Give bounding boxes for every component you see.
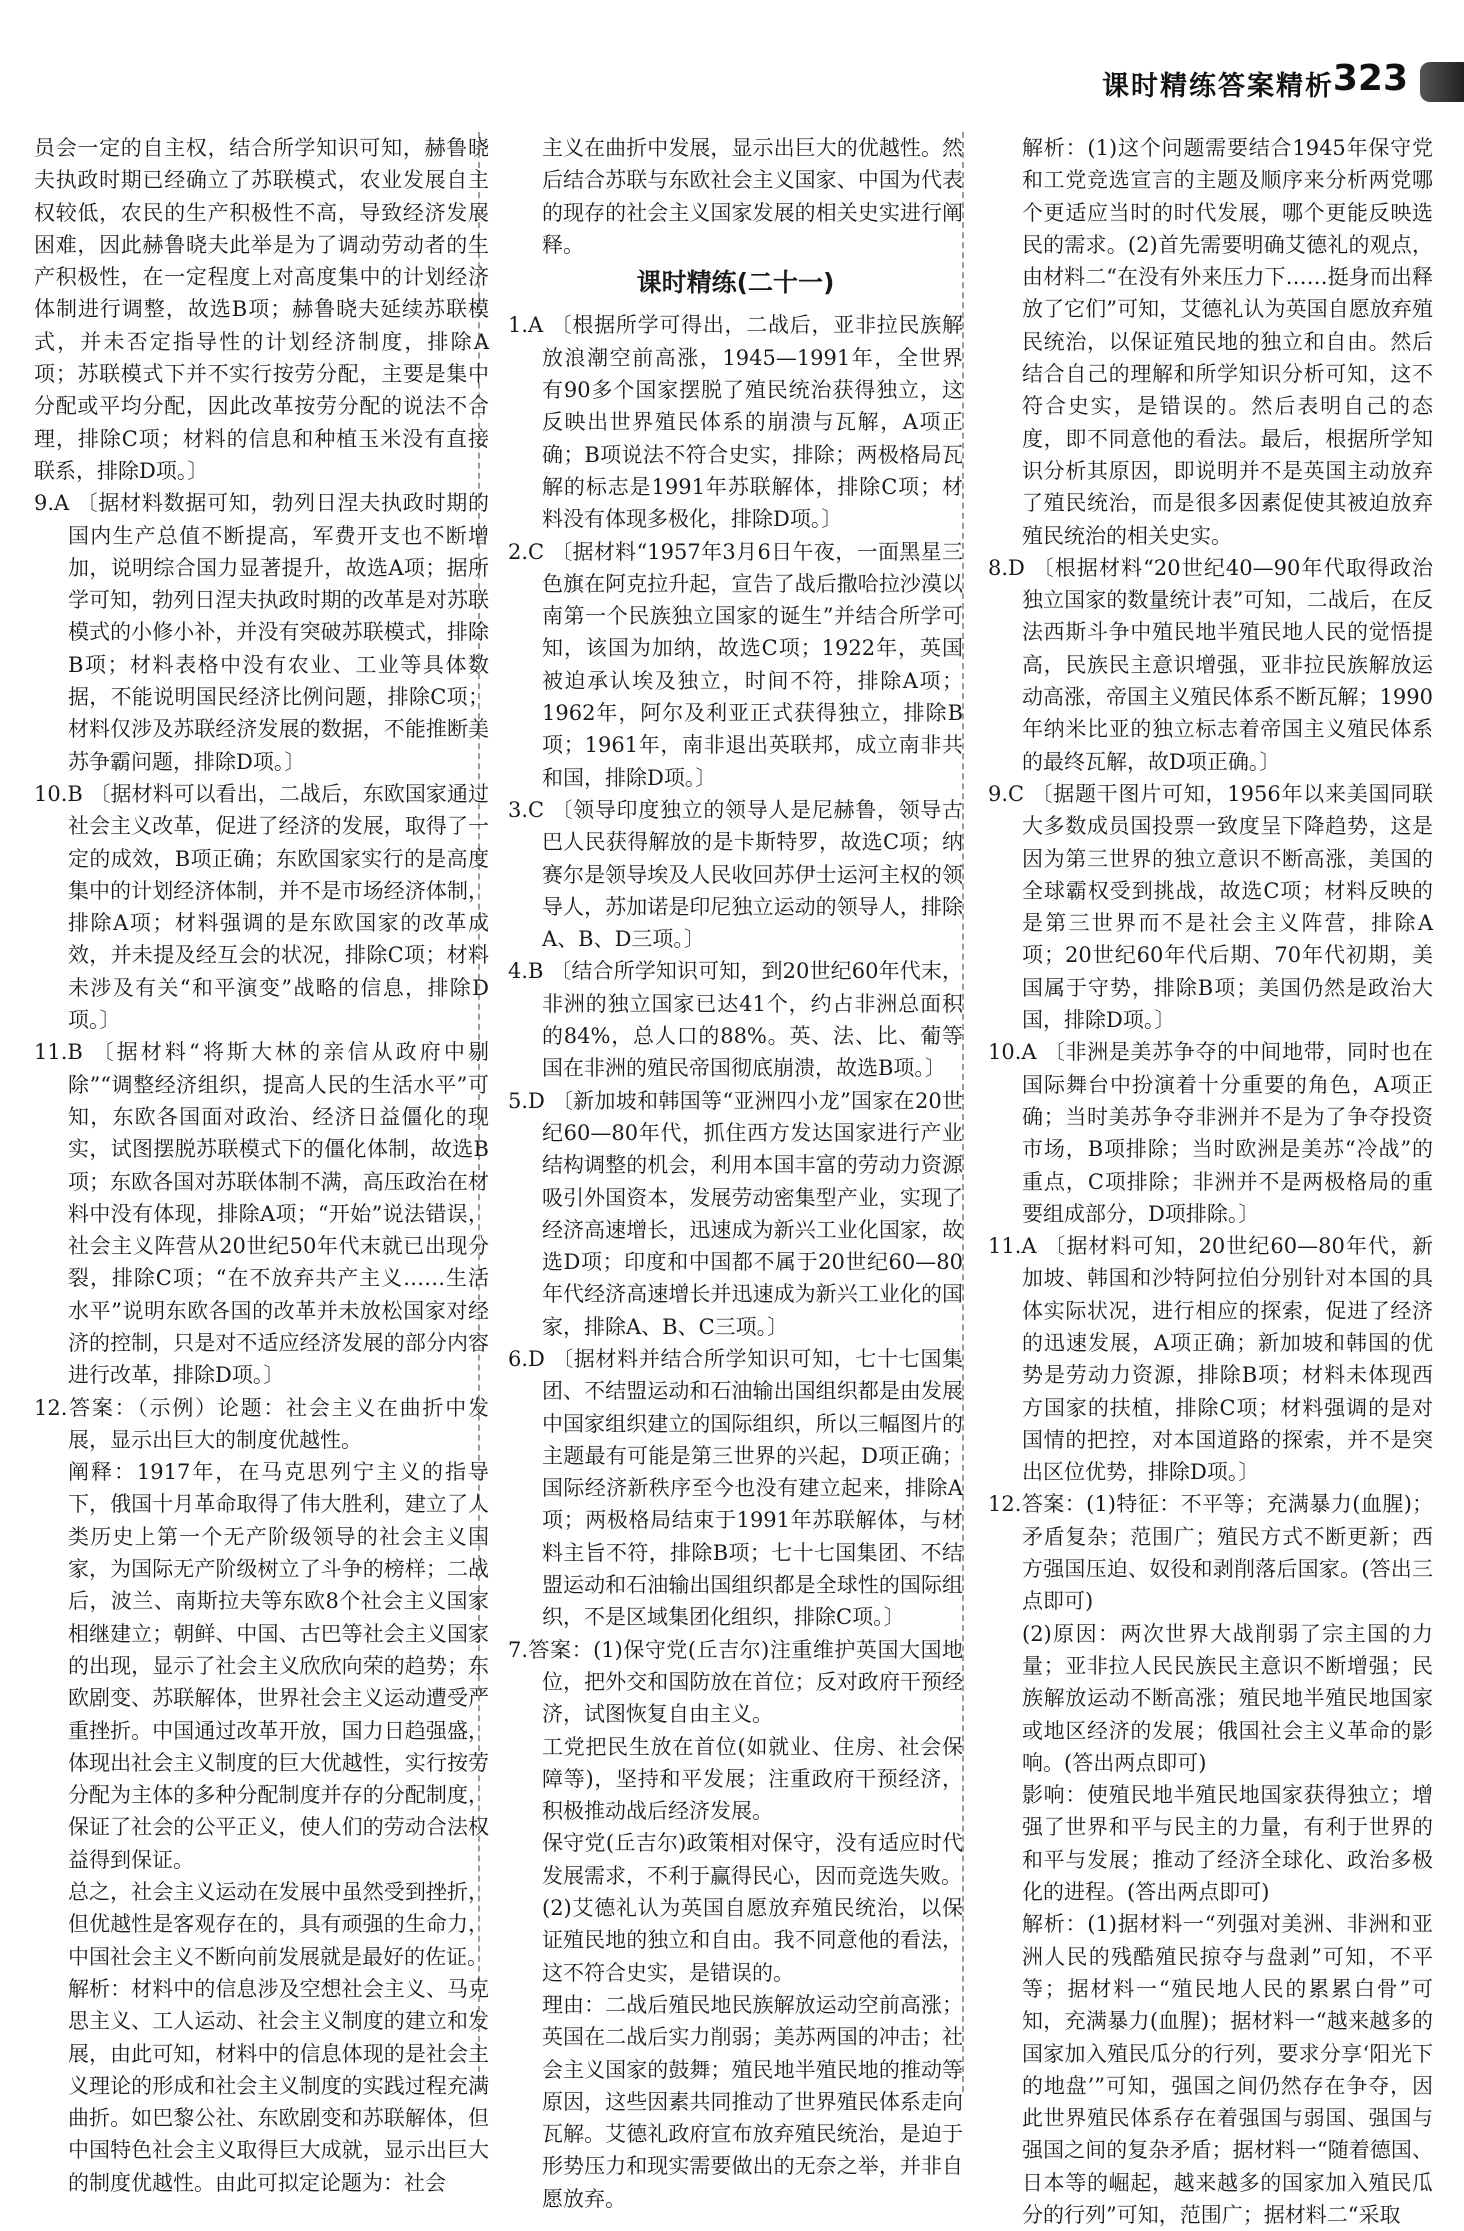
answer-12-summary: 总之，社会主义运动在发展中虽然受到挫折，但优越性是客观存在的，具有顽强的生命力，中国社会主义不断向前发展就是最好的佐证。 [68, 1880, 489, 1969]
answer-7-analysis: 解析：(1)这个问题需要结合1945年保守党和工党竞选宣言的主题及顺序来分析两党哪个更适应当时的时代发展，哪个更能反映选民的需求。(2)首先需要明确艾德礼的观点，由材料二“在没有外来压力下……挺身而出释放了它们”可知，艾德礼认为英国自愿放弃殖民统治，以保证殖民地的独立和自由。然后结合自己的理解和所学知识分析可知，这不符合史实，是错误的。然后表明自己的态度，即不同意他的看法。最后，根据所学知识分析其原因，即说明并不是英国主动放弃了殖民统治，而是很多因素促使其被迫放弃殖民统治的相关史实。 [1022, 136, 1433, 548]
answer-12-explanation: 阐释：1917年，在马克思列宁主义的指导下，俄国十月革命取得了伟大胜利，建立了人类历史上第一个无产阶级领导的社会主义国家，为国际无产阶级树立了斗争的榜样；二战后，波兰、南斯拉夫等东欧8个社会主义国家相继建立；朝鲜、中国、古巴等社会主义国家的出现，显示了社会主义欣欣向荣的趋势；东欧剧变、苏联解体，世界社会主义运动遭受严重挫折。中国通过改革开放，国力日趋强盛，体现出社会主义制度的巨大优越性，实行按劳分配为主体的多种分配制度并存的分配制度，保证了社会的公平正义，使人们的劳动合法权益得到保证。 [68, 1460, 489, 1872]
analysis-continuation: 主义在曲折中发展，显示出巨大的优越性。然后结合苏联与东欧社会主义国家、中国为代表的现存的社会主义国家发展的相关史实进行阐释。 [542, 136, 963, 257]
answer-11: 11.B 〔据材料“将斯大林的亲信从政府中剔除”“调整经济组织，提高人民的生活水平”可知，东欧各国面对政治、经济日益僵化的现实，试图摆脱苏联模式下的僵化体制，故选B项；东欧各国对苏联体制不满，高压政治在材料中没有体现，排除A项；“开始”说法错误，社会主义阵营从20世纪50年代末就已出现分裂，排除C项；“在不放弃共产主义……生活水平”说明东欧各国的改革并未放松国家对经济的控制，只是对不适应经济发展的部分内容进行改革，排除D项。〕 [34, 1040, 489, 1388]
answer-4: 4.B 〔结合所学知识可知，到20世纪60年代末，非洲的独立国家已达41个，约占非洲总面积的84%，总人口的88%。英、法、比、葡等国在非洲的殖民帝国彻底崩溃，故选B项。〕 [508, 959, 963, 1081]
answer-12b-analysis: 解析：(1)据材料一“列强对美洲、非洲和亚洲人民的残酷殖民掠夺与盘剥”可知，不平等；据材料一“殖民地人民的累累白骨”可知，充满暴力(血腥)；据材料一“越来越多的国家加入殖民瓜分的行列，要求分享‘阳光下的地盘’”可知，强国之间仍然存在争夺，因此世界殖民体系存在着强国与弱国、强国与强国之间的复杂矛盾；据材料一“随着德国、日本等的崛起，越来越多的国家加入殖民瓜分的行列”可知，范围广；据材料二“采取 [1022, 1912, 1433, 2227]
column-1 [34, 132, 489, 2199]
answer-12-analysis: 解析：材料中的信息涉及空想社会主义、马克思主义、工人运动、社会主义制度的建立和发展，由此可知，材料中的信息体现的是社会主义理论的形成和社会主义制度的实践过程充满曲折。如巴黎公社、东欧剧变和苏联解体，但中国特色社会主义取得巨大成就，显示出巨大的制度优越性。由此可拟定论题为：社会 [68, 1976, 489, 2195]
answer-continuation: 员会一定的自主权，结合所学知识可知，赫鲁晓夫执政时期已经确立了苏联模式，农业发展自主权较低，农民的生产积极性不高，导致经济发展困难，因此赫鲁晓夫此举是为了调动劳动者的生产积极性，在一定程度上对高度集中的计划经济体制进行调整，故选B项；赫鲁晓夫延续苏联模式，并未否定指导性的计划经济制度，排除A项；苏联模式下并不实行按劳分配，主要是集中分配或平均分配，因此改革按劳分配的说法不合理，排除C项；材料的信息和种植玉米没有直接联系，排除D项。〕 [34, 136, 489, 483]
column-3 [988, 132, 1433, 2231]
answer-3: 3.C 〔领导印度独立的领导人是尼赫鲁，领导古巴人民获得解放的是卡斯特罗，故选C项；纳赛尔是领导埃及人民收回苏伊士运河主权的领导人，苏加诺是印尼独立运动的领导人，排除A、B、D三项。〕 [508, 797, 963, 952]
answer-6: 6.D 〔据材料并结合所学知识可知，七十七国集团、不结盟运动和石油输出国组织都是由发展中国家组织建立的国际组织，所以三幅图片的主题最有可能是第三世界的兴起，D项正确；国际经济新秩序至今也没有建立起来，排除A项；两极格局结束于1991年苏联解体，与材料主旨不符，排除B项；七十七国集团、不结盟运动和石油输出国组织都是全球性的国际组织，不是区域集团化组织，排除C项。〕 [508, 1346, 963, 1630]
answer-7-conservative: 保守党(丘吉尔)政策相对保守，没有适应时代发展需求，不利于赢得民心，因而竞选失败。 [542, 1831, 963, 1888]
answer-7-labour: 工党把民生放在首位(如就业、住房、社会保障等)，坚持和平发展；注重政府干预经济，积极推动战后经济发展。 [542, 1734, 963, 1824]
answer-7-part2: (2)艾德礼认为英国自愿放弃殖民统治，以保证殖民地的独立和自由。我不同意他的看法，这不符合史实，是错误的。 [542, 1896, 963, 1985]
answer-1: 1.A 〔根据所学可得出，二战后，亚非拉民族解放浪潮空前高涨，1945—1991年，全世界有90多个国家摆脱了殖民统治获得独立，这反映出世界殖民体系的崩溃与瓦解，A项正确；B项说法不符合史实，排除；两极格局瓦解的标志是1991年苏联解体，排除C项；材料没有体现多极化，排除D项。〕 [508, 313, 963, 532]
answer-10b: 10.A 〔非洲是美苏争夺的中间地带，同时也在国际舞台中扮演着十分重要的角色，A项正确；当时美苏争夺非洲并不是为了争夺投资市场，B项排除；当时欧洲是美苏“冷战”的重点，C项排除；非洲并不是两极格局的重要组成部分，D项排除。〕 [988, 1040, 1433, 1226]
answer-12b-part1: 12.答案：(1)特征：不平等；充满暴力(血腥)；矛盾复杂；范围广；殖民方式不断更新；西方强国压迫、奴役和剥削落后国家。(答出三点即可) [988, 1492, 1433, 1614]
answer-10: 10.B 〔据材料可以看出，二战后，东欧国家通过社会主义改革，促进了经济的发展，取得了一定的成效，B项正确；东欧国家实行的是高度集中的计划经济体制，并不是市场经济体制，排除A项；材料强调的是东欧国家的改革成效，并未提及经互会的状况，排除C项；材料未涉及有关“和平演变”战略的信息，排除D项。〕 [34, 781, 489, 1033]
section-title: 课时精练(二十一) [636, 268, 835, 298]
answer-12b-impact: 影响：使殖民地半殖民地国家获得独立；增强了世界和平与民主的力量，有利于世界的和平与发展；推动了经济全球化、政治多极化的进程。(答出两点即可) [1022, 1783, 1433, 1905]
page-tab-marker [1420, 62, 1464, 102]
answer-11b: 11.A 〔据材料可知，20世纪60—80年代，新加坡、韩国和沙特阿拉伯分别针对本国的具体实际状况，进行相应的探索，促进了经济的迅速发展，A项正确；新加坡和韩国的优势是劳动力资源，排除B项；材料未体现西方国家的扶植，排除C项；材料强调的是对国情的把控，对本国道路的探索，并不是突出区位优势，排除D项。〕 [988, 1234, 1433, 1485]
answer-12b-part2: (2)原因：两次世界大战削弱了宗主国的力量；亚非拉人民民族民主意识不断增强；民族解放运动不断高涨；殖民地半殖民地国家或地区经济的发展；俄国社会主义革命的影响。(答出两点即可) [1022, 1621, 1433, 1775]
answer-7-part1: 7.答案：(1)保守党(丘吉尔)注重维护英国大国地位，把外交和国防放在首位；反对政府干预经济，试图恢复自由主义。 [508, 1637, 963, 1727]
answer-2: 2.C 〔据材料“1957年3月6日午夜，一面黑星三色旗在阿克拉升起，宣告了战后撒哈拉沙漠以南第一个民族独立国家的诞生”并结合所学可知，该国为加纳，故选C项；1922年，英国被迫承认埃及独立，时间不符，排除A项；1962年，阿尔及利亚正式获得独立，排除B项；1961年，南非退出英联邦，成立南非共和国，排除D项。〕 [508, 539, 963, 790]
column-2 [508, 132, 963, 2215]
answer-9b: 9.C 〔据题干图片可知，1956年以来美国同联大多数成员国投票一致度呈下降趋势，这是因为第三世界的独立意识不断高涨，美国的全球霸权受到挑战，故选C项；材料反映的是第三世界而不是社会主义阵营，排除A项；20世纪60年代后期、70年代初期，美国属于守势，排除B项；美国仍然是政治大国，排除D项。〕 [988, 781, 1433, 1033]
page-header [1024, 58, 1464, 108]
answer-12-thesis: 12.答案：（示例）论题：社会主义在曲折中发展，显示出巨大的制度优越性。 [34, 1395, 489, 1452]
answer-8: 8.D 〔根据材料“20世纪40—90年代取得政治独立国家的数量统计表”可知，二战后，在反法西斯斗争中殖民地半殖民地人民的觉悟提高，民族民主意识增强，亚非拉民族解放运动高涨，帝国主义殖民体系不断瓦解；1990年纳米比亚的独立标志着帝国主义殖民体系的最终瓦解，故D项正确。〕 [988, 555, 1433, 774]
page-number: 323 [1332, 58, 1408, 99]
answer-9: 9.A 〔据材料数据可知，勃列日涅夫执政时期的国内生产总值不断提高，军费开支也不断增加，说明综合国力显著提升，故选A项；据所学可知，勃列日涅夫执政时期的改革是对苏联模式的小修小补，并没有突破苏联模式，排除B项；材料表格中没有农业、工业等具体数据，不能说明国民经济比例问题，排除C项；材料仅涉及苏联经济发展的数据，不能推断美苏争霸问题，排除D项。〕 [34, 491, 489, 774]
answer-7-reason: 理由：二战后殖民地民族解放运动空前高涨；英国在二战后实力削弱；美苏两国的冲击；社会主义国家的鼓舞；殖民地半殖民地的推动等原因，这些因素共同推动了世界殖民体系走向瓦解。艾德礼政府宣布放弃殖民统治，是迫于形势压力和现实需要做出的无奈之举，并非自愿放弃。 [542, 1992, 963, 2211]
header-title: 课时精练答案精析 [1102, 71, 1334, 102]
answer-5: 5.D 〔新加坡和韩国等“亚洲四小龙”国家在20世纪60—80年代，抓住西方发达国家进行产业结构调整的机会，利用本国丰富的劳动力资源吸引外国资本，发展劳动密集型产业，实现了经济高速增长，迅速成为新兴工业化国家，故选D项；印度和中国都不属于20世纪60—80年代经济高速增长并迅速成为新兴工业化的国家，排除A、B、C三项。〕 [508, 1088, 963, 1339]
